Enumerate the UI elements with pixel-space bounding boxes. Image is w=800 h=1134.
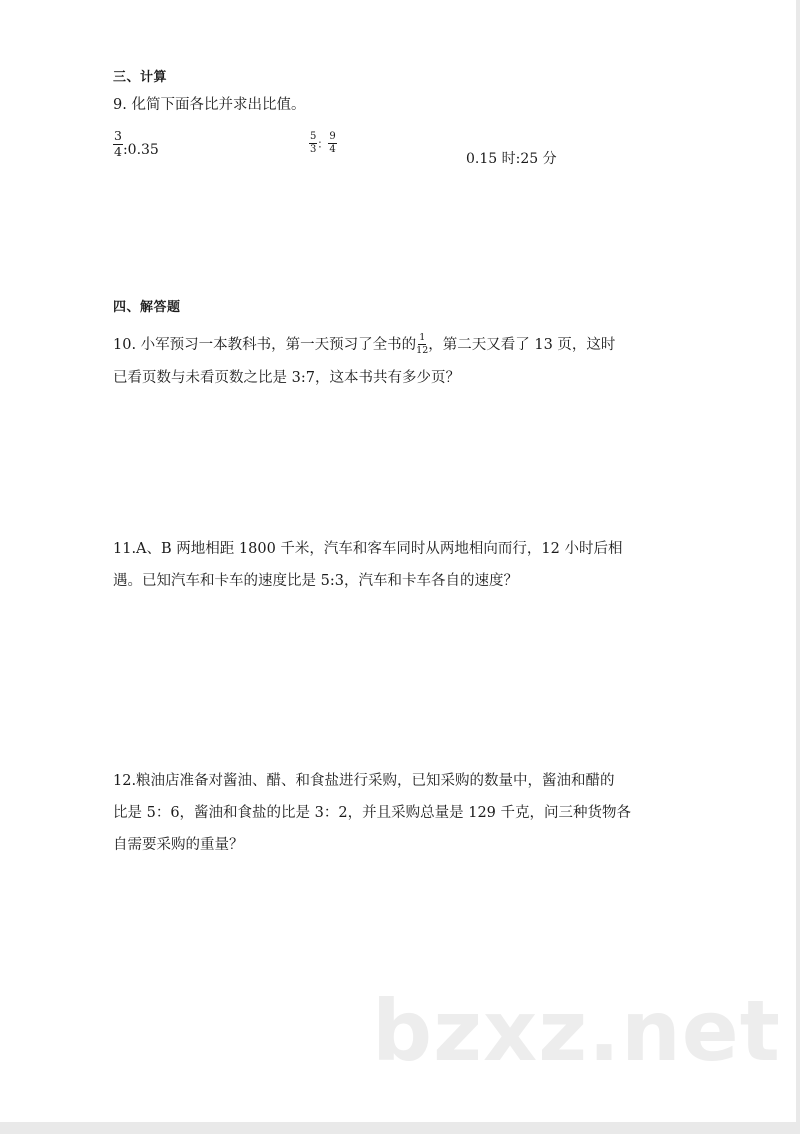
question-9-item-3: 0.15 时:25 分	[466, 151, 557, 167]
ratio-separator: ：	[317, 137, 329, 151]
question-12-line-1: 12.粮油店准备对酱油、醋、和食盐进行采购，已知采购的数量中，酱油和醋的	[113, 773, 615, 789]
fraction-numerator: 5	[310, 131, 317, 142]
question-9-item-2	[309, 132, 337, 155]
question-10-text-b: ，第二天又看了 13 页，这时	[428, 337, 616, 353]
page-bottom-edge	[0, 1122, 800, 1134]
watermark: bzxz.net	[372, 982, 781, 1080]
question-9-stem: 9. 化简下面各比并求出比值。	[113, 97, 306, 113]
fraction-denominator: 4	[114, 143, 122, 159]
question-12-line-2: 比是 5：6，酱油和食盐的比是 3：2，并且采购总量是 129 千克，问三种货物各	[113, 805, 632, 821]
question-10-text-a: 10. 小军预习一本教科书，第一天预习了全书的	[113, 337, 417, 353]
fraction-denominator: 3	[310, 144, 317, 155]
question-12-line-3: 自需要采购的重量？	[113, 837, 244, 853]
question-10-line-2: 已看页数与未看页数之比是 3:7，这本书共有多少页？	[113, 370, 460, 386]
question-10-line-1	[113, 330, 615, 360]
question-9-item-1	[113, 130, 159, 158]
question-11-line-2: 遇。已知汽车和卡车的速度比是 5:3，汽车和卡车各自的速度？	[113, 573, 518, 589]
section-heading-calculation: 三、计算	[113, 70, 168, 85]
question-11-line-1: 11.A、B 两地相距 1800 千米，汽车和客车同时从两地相向而行，12 小时后相	[113, 541, 623, 557]
section-heading-word-problems: 四、解答题	[113, 300, 181, 315]
ratio-rest: :0.35	[122, 142, 159, 158]
fraction-9-4	[328, 132, 336, 155]
fraction-numerator: 1	[419, 332, 426, 343]
fraction-1-12	[416, 333, 428, 355]
fraction-numerator: 3	[114, 128, 122, 143]
fraction-denominator: 12	[416, 344, 429, 356]
page-right-edge	[796, 0, 800, 1134]
fraction-3-4	[113, 130, 123, 158]
fraction-denominator: 4	[329, 144, 336, 155]
fraction-numerator: 9	[329, 131, 336, 142]
